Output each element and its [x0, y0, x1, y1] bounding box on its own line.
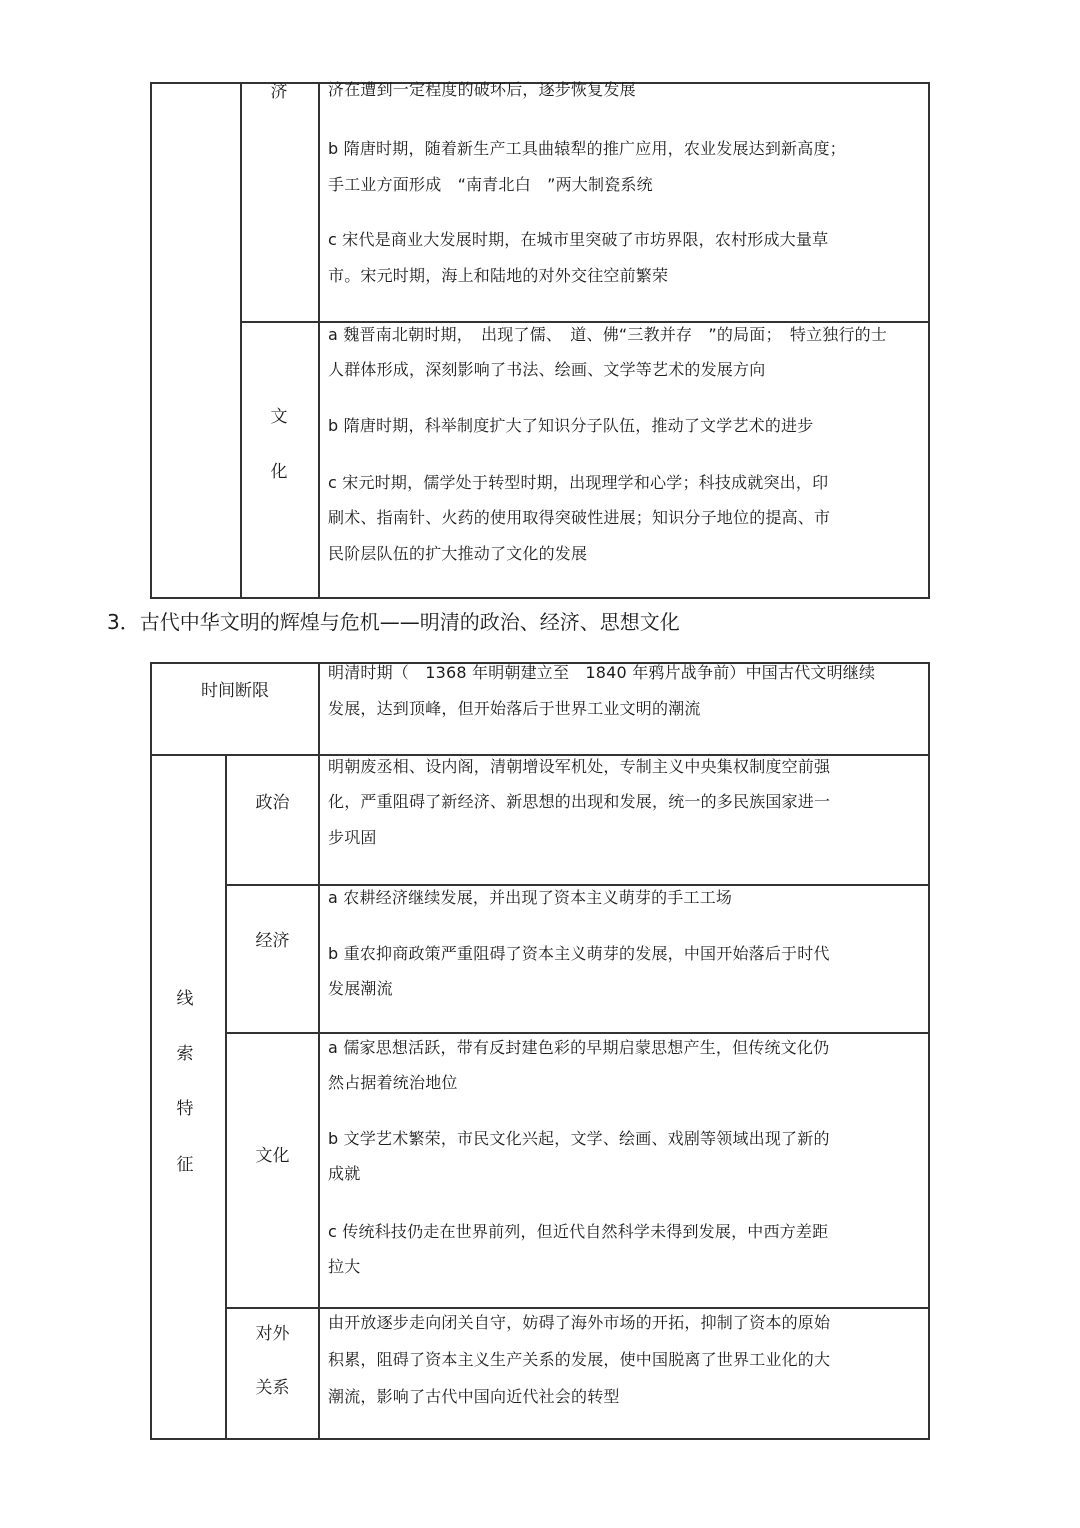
politics-row-label: 政治	[255, 793, 290, 813]
time-span-line-2: 发展，达到顶峰，但开始落后于世界工业文明的潮流	[328, 699, 701, 718]
clue-features-label-char-4: 征	[176, 1155, 194, 1175]
economy-paragraph-c-line-1: c 宋代是商业大发展时期，在城市里突破了市坊界限，农村形成大量草	[328, 230, 829, 249]
table-1-left-border	[150, 82, 152, 599]
culture-paragraph-b-line-1: b 隋唐时期，科举制度扩大了知识分子队伍，推动了文学艺术的进步	[328, 416, 814, 435]
ming-qing-culture-paragraph-a-line-2: 然占据着统治地位	[328, 1073, 458, 1092]
ming-qing-culture-paragraph-b-line-1: b 文学艺术繁荣，市民文化兴起，文学、绘画、戏剧等领域出现了新的	[328, 1129, 830, 1148]
culture-paragraph-c-line-3: 民阶层队伍的扩大推动了文化的发展	[328, 544, 588, 563]
ming-qing-economy-paragraph-b-line-2: 发展潮流	[328, 979, 393, 998]
ming-qing-culture-paragraph-c-line-1: c 传统科技仍走在世界前列，但近代自然科学未得到发展，中西方差距	[328, 1222, 829, 1241]
politics-line-1: 明朝废丞相、设内阁，清朝增设军机处，专制主义中央集权制度空前强	[328, 757, 831, 776]
culture-paragraph-c-line-1: c 宋元时期，儒学处于转型时期，出现理学和心学；科技成就突出，印	[328, 473, 829, 492]
politics-line-2: 化，严重阻碍了新经济、新思想的出现和发展，统一的多民族国家进一	[328, 792, 831, 811]
economy-paragraph-b-line-1: b 隋唐时期，随着新生产工具曲辕犁的推广应用，农业发展达到新高度；	[328, 139, 846, 158]
table-1-label-divider	[318, 82, 320, 599]
table-1-group-divider	[240, 82, 242, 599]
table-1-right-border	[928, 82, 930, 599]
ming-qing-culture-paragraph-b-line-2: 成就	[328, 1164, 361, 1183]
ming-qing-culture-paragraph-c-line-2: 拉大	[328, 1257, 361, 1276]
culture-row-label-char-1: 文	[270, 407, 288, 427]
culture-paragraph-a-line-1: a 魏晋南北朝时期， 出现了儒、 道、佛“三教并存 ”的局面； 特立独行的士	[328, 325, 888, 344]
clue-features-label-char-2: 索	[176, 1044, 194, 1064]
foreign-relations-label-line-2: 关系	[255, 1378, 290, 1398]
economy-paragraph-c-line-2: 市。宋元时期，海上和陆地的对外交往空前繁荣	[328, 266, 669, 285]
economy-paragraph-b-line-2: 手工业方面形成 “南青北白 ”两大制瓷系统	[328, 175, 653, 194]
culture-paragraph-c-line-2: 刷术、指南针、火药的使用取得突破性进展；知识分子地位的提高、市	[328, 508, 831, 527]
table-1-bottom-border	[150, 597, 930, 599]
economy-paragraph-a-line-1: 济在遭到一定程度的破坏后，逐步恢复发展	[328, 80, 636, 99]
time-span-label: 时间断限	[201, 681, 269, 701]
foreign-relations-line-1: 由开放逐步走向闭关自守，妨碍了海外市场的开拓，抑制了资本的原始	[328, 1313, 831, 1332]
politics-line-3: 步巩固	[328, 828, 377, 847]
culture-row-label-char-2: 化	[270, 462, 288, 482]
section-title: 3．古代中华文明的辉煌与危机——明清的政治、经济、思想文化	[107, 610, 680, 634]
table-2-label-divider	[318, 662, 320, 1440]
ming-qing-economy-paragraph-a-line-1: a 农耕经济继续发展，并出现了资本主义萌芽的手工工场	[328, 888, 733, 907]
economy-row-label-ming-qing: 经济	[255, 931, 290, 951]
ming-qing-economy-paragraph-b-line-1: b 重农抑商政策严重阻碍了资本主义萌芽的发展，中国开始落后于时代	[328, 944, 830, 963]
culture-paragraph-a-line-2: 人群体形成，深刻影响了书法、绘画、文学等艺术的发展方向	[328, 360, 766, 379]
foreign-relations-line-2: 积累，阻碍了资本主义生产关系的发展，使中国脱离了世界工业化的大	[328, 1350, 831, 1369]
economy-row-label: 济	[270, 82, 288, 102]
table-2-bottom-border	[150, 1438, 930, 1440]
foreign-relations-line-3: 潮流，影响了古代中国向近代社会的转型	[328, 1387, 620, 1406]
clue-features-label-char-3: 特	[176, 1099, 194, 1119]
table-2-left-border	[150, 662, 152, 1440]
culture-row-label-ming-qing: 文化	[255, 1146, 290, 1166]
time-span-line-1: 明清时期（ 1368 年明朝建立至 1840 年鸦片战争前）中国古代文明继续	[328, 663, 876, 682]
clue-features-label-char-1: 线	[176, 989, 194, 1009]
ming-qing-culture-paragraph-a-line-1: a 儒家思想活跃，带有反封建色彩的早期启蒙思想产生，但传统文化仍	[328, 1038, 830, 1057]
foreign-relations-label-line-1: 对外	[255, 1324, 290, 1344]
table-2-right-border	[928, 662, 930, 1440]
